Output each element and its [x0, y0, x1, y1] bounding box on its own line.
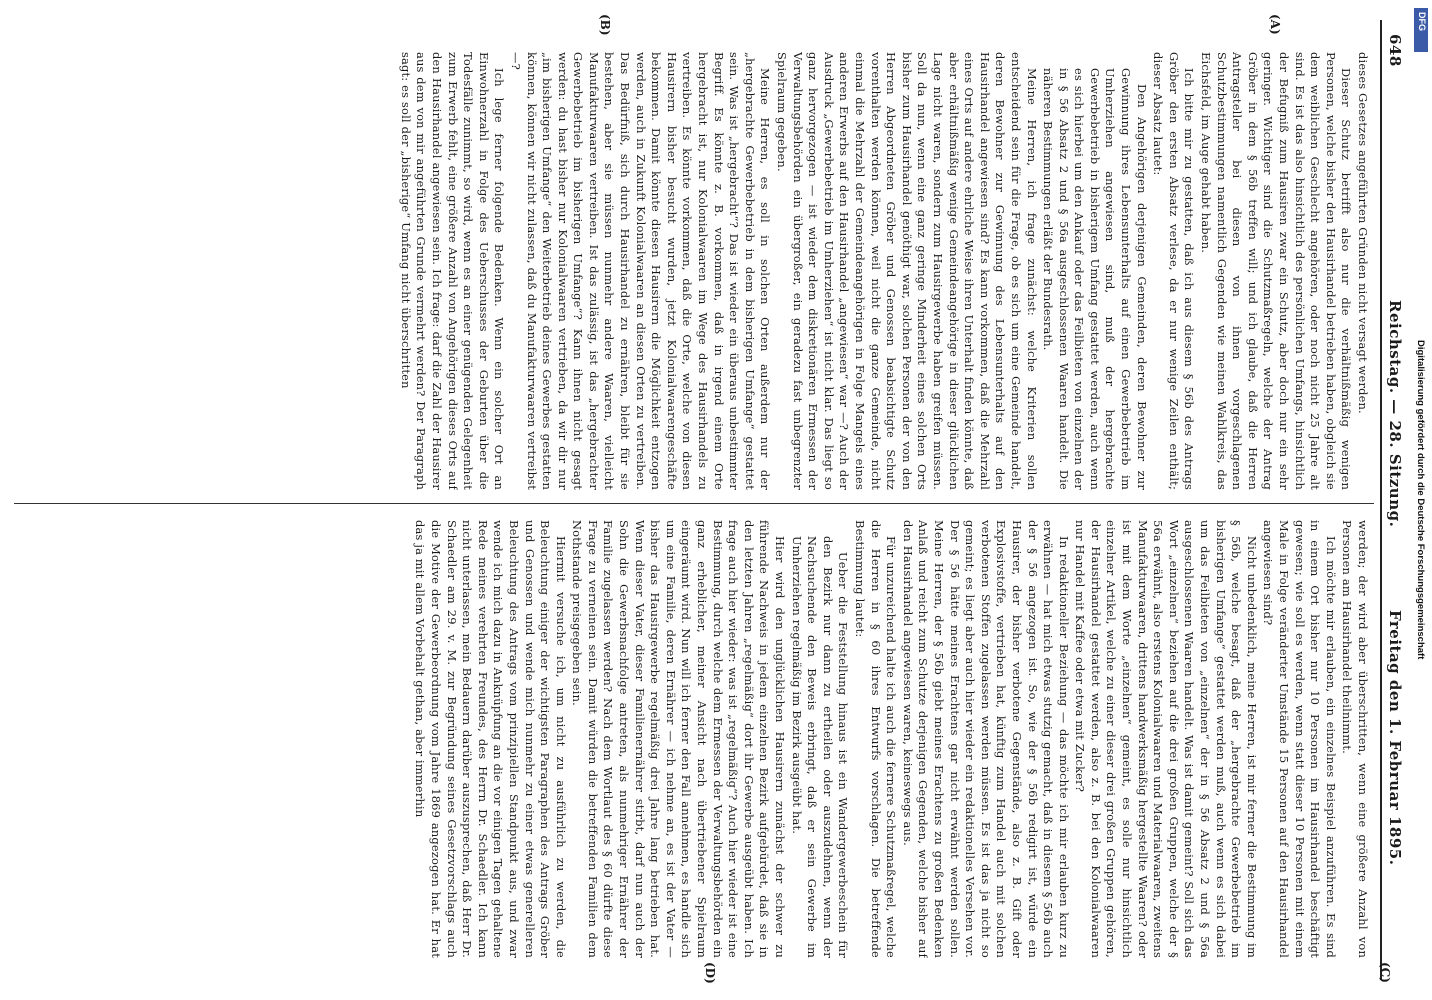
quoted-paragraph: Ueber die Feststellung hinaus ist ein Wandergewerbeschein für den Bezirk nur dann zu ertheilen oder auszudehnen, wenn der Nachsuchende den Beweis erbringt, daß er sein Gewerbe im Umherziehen regelmäßig im Bezirk ausgeübt hat. [789, 536, 851, 958]
left-column [20, 52, 1370, 490]
margin-mark-c: (C) [1378, 962, 1392, 983]
margin-mark-d: (D) [703, 962, 717, 984]
right-column [20, 520, 1370, 958]
paragraph: Nicht unbedenklich, meine Herren, ist mir ferner die Bestimmung im § 56b, welche besagt, daß der „hergebrachte Gewerbebetrieb im bisherigen Umfange“ gestattet werden muß, auch wenn es sich dabei um das Feilbieten von „einzelnen“ der in § 56 Absatz 2 und § 56a ausgeschlossenen Waaren handelt. Was ist damit gemeint? Soll sich das Wort „einzelnen“ beziehen auf die drei großen Gruppen, welche der § 56a erwähnt, also erstens Kolonialwaaren und Materialwaaren, zweitens Manufakturwaaren, drittens handwerksmäßig hergestellte Waaren? oder ist mit dem Worte „einzelnen“ gemeint, es solle nur hinsichtlich einzelner Artikel, welche zu einer dieser drei großen Gruppen gehören, der Hausirhandel gestattet werden, also z. B. bei den Kolonialwaaren nur Handel mit Kaffee oder etwa mit Zucker? [1073, 520, 1259, 958]
paragraph: Für unzureichend halte ich auch die fernere Schutzmaßregel, welche die Herren in § 60 ihres Entwurfs vorschlagen. Die betreffende Bestimmung lautet: [853, 520, 899, 958]
paragraph: Ich lege ferner folgende Bedenken. Wenn ein solcher Ort an Einwohnerzahl in Folge des Ueberschusses der Geburten über die Todesfälle zunimmt, so wird, wenn es an einer genügenden Gelegenheit zum Erwerb fehlt, eine größere Anzahl von Angehörigen dieses Orts auf den Hausirhandel angewiesen sein. Ich frage: darf die Zahl der Hausirer aus dem von mir angeführten Grunde vermehrt werden? Der Paragraph sagt: es soll der „bisherige“ Umfang nicht überschritten [398, 52, 507, 490]
dfg-logo-text: DFG [1417, 12, 1427, 31]
paragraph: Ich bitte mir zu gestatten, daß ich aus diesem § 56b des Antrags Gröber den ersten Absatz verlese, da er nur wenige Zeilen enthält; dieser Absatz lautet: [1151, 52, 1197, 490]
paragraph: Dieser Schutz betrifft also nur die verhältnißmäßig wenigen Personen, welche bisher den Hausirhandel betrieben haben, obgleich sie dem weiblichen Geschlecht angehören, oder noch nicht 25 Jahre alt sind. Es ist das also hinsichtlich des persönlichen Umfangs, hinsichtlich der Befugniß zum Hausiren zwar ein Schutz, aber doch nur ein sehr geringer. Wichtiger sind die Schutzmaßregeln, welche der Antrag Gröber in dem § 56b treffen will; und ich glaube, daß die Herren Antragsteller bei diesen von ihnen vorgeschlagenen Schutzbestimmungen namentlich Gegenden wie meinen Wahlkreis, das Eichsfeld, im Auge gehabt haben. [1199, 52, 1354, 490]
paragraph: dieses Gesetzes angeführten Gründen nicht versagt werden. [1356, 52, 1370, 414]
session-title: Reichstag. — 28. Sitzung. [1386, 300, 1404, 528]
date-title: Freitag den 1. Februar 1895. [1386, 610, 1404, 866]
digitization-stamp [1414, 340, 1426, 1000]
header-rule [1380, 20, 1382, 980]
paragraph: Ich möchte mir erlauben, ein einzelnes Beispiel anzuführen. Es sind in einem Ort bisher nur 10 Personen im Hausirhandel beschäftigt gewesen; wie soll es werden, wenn statt dieser 10 Personen mit einem Male in Folge veränderter Umstände 15 Personen auf den Hausirhandel angewiesen sind? [1261, 520, 1338, 958]
paragraph: Meine Herren, ich frage zunächst: welche Kriterien sollen entscheidend sein für die Frage, ob es sich um eine Gemeinde handelt, deren Bewohner zur Gewinnung des Lebensunterhalts auf den Hausirhandel angewiesen sind? Es kann vorkommen, daß die Mehrzahl eines Orts auf andere ehrliche Weise ihren Unterhalt finden könnte, daß aber erhältnißmäßig wenige Gemeindeangehörige in dieser glücklichen Lage nicht waren, sondern zum Hausirgewerbe haben greifen müssen. Soll da nun, wenn eine ganz geringe Minderheit eines solchen Orts bisher zum Hausirhandel genöthigt war, solchen Personen der von den Herren Abgeordneten Gröber und Genossen beabsichtigte Schutz vorenthalten werden können, weil nicht die ganze Gemeinde, nicht einmal die Mehrzahl der Gemeindeangehörigen in Folge Mangels eines anderen Erwerbs auf den Hausirhandel „angewiesen“ war —? Auch der Ausdruck „Gewerbebetrieb im Umherziehen“ ist nicht klar. Das liegt so ganz hervorgezogen — ist wieder dem diskretionären Ermessen der Verwaltungsbehörden ein übergroßer, ein geradezu fast unbegrenzter Spielraum gegeben. [775, 52, 1039, 490]
dfg-logo [1414, 8, 1428, 52]
quoted-paragraph: Den Angehörigen derjenigen Gemeinden, deren Bewohner zur Gewinnung ihres Lebensunterhalts auf einen Gewerbebetrieb im Umherziehen angewiesen sind, muß der hergebrachte Gewerbebetrieb in bisherigem Umfang gestattet werden, auch wenn es sich hierbei um den Ankauf oder das Feilbieten von einzelnen der in § 56 Absatz 2 und § 56a ausgeschlossenen Waaren handelt. Die näheren Bestimmungen erläßt der Bundesrath. [1041, 68, 1149, 490]
column-divider [14, 503, 1374, 504]
paragraph: werden; der wird aber überschritten, wenn eine größere Anzahl von Personen am Hausirhandel theilnimmt. [1340, 520, 1370, 958]
page-number: 648 [1386, 34, 1404, 67]
margin-mark-b: (B) [598, 14, 612, 36]
paragraph: In redaktioneller Beziehung — das möchte ich mir erlauben kurz zu erwähnen — hat mich etwas stutzig gemacht, daß in diesem § 56b auch der § 56 angezogen ist. So, wie der § 56b redigirt ist, würde ein Hausirer, der bisher verbotene Gegenstände, also z. B. Gift oder Explosivstoffe, vertrieben hat, künftig zum Handel auch mit solchen verbotenen Stoffen zugelassen werden müssen. Es ist das ja nicht so gemeint; es liegt aber auch hier wieder ein redaktionelles Versehen vor. Der § 56 hätte meines Erachtens gar nicht erwähnt werden sollen. Meine Herren, der § 56b giebt meines Erachtens zu großen Bedenken Anlaß und reicht zum Schutze derjenigen Gegenden, welche bisher auf den Hausirhandel angewiesen waren, keineswegs aus. [900, 520, 1071, 958]
page-header [1378, 0, 1418, 1000]
digitization-stamp-text: Digitalisierung gefördert durch die Deutsche Forschungsgemeinschaft [1415, 340, 1426, 660]
paragraph: Hier wird den unglücklichen Hausirern zunächst der schwer zu führende Nachweis in jedem einzelnen Bezirk aufgebürdet, daß sie in den letzten Jahren „regelmäßig“ dort ihr Gewerbe ausgeübt haben. Ich frage auch hier wieder: was ist „regelmäßig“? Auch hier wieder ist eine Bestimmung, durch welche dem Ermessen der Verwaltungsbehörden ein ganz erheblicher, meiner Ansicht nach übertriebener Spielraum eingeräumt wird. Nun will ich ferner den Fall annehmen, es handle sich um eine Familie, deren Ernährer — ich nehme an, es ist der Vater — bisher das Hausirgewerbe regelmäßig drei Jahre lang betrieben hat. Wenn dieser Vater, dieser Familienernährer stirbt, darf nun auch der Sohn die Gewerbsnachfolge antreten, als nunmehriger Ernährer der Familie zugelassen werden? Nach dem Wortlaut des § 60 dürfte diese Frage zu verneinen sein. Damit würden die betreffenden Familien dem Nothstande preisgegeben sein. [570, 520, 788, 958]
paragraph: Meine Herren, es soll in solchen Orten außerdem nur der „hergebrachte Gewerbebetrieb in dem bisherigen Umfange“ gestattet sein. Was ist „hergebracht“? Das ist wieder ein überaus unbestimmter Begriff. Es könnte z. B. vorkommen, daß in irgend einem Orte hergebracht ist, nur Kolonialwaaren im Wege des Hausirhandels zu vertreiben. Es könnte vorkommen, daß die Orte, welche von diesen Hausirern bisher besucht wurden, jetzt Kolonialwaarengeschäfte bekommen. Damit könnte diesen Hausirern die Möglichkeit entzogen werden, auch in Zukunft Kolonialwaaren an diesen Orten zu vertreiben. Das Bedürfniß, sich durch Hausirhandel zu ernähren, bleibt für sie bestehen, aber sie müssen nunmehr andere Waaren, vielleicht Manufakturwaaren vertreiben. Ist das zulässig, ist das „hergebrachter Gewerbebetrieb im bisherigen Umfange“? Kann ihnen nicht gesagt werden: du hast bisher nur Kolonialwaaren vertrieben, da wir dir nur „im bisherigen Umfange“ den Weiterbetrieb deines Gewerbes gestatten können, können wir nicht zulassen, daß du Manufakturwaaren vertreibst —? [508, 52, 773, 490]
paragraph: Hiermit versuche ich, um nicht zu ausführlich zu werden, die Beleuchtung einiger der wichtigsten Paragraphen des Antrags Gröber und Genossen und wende mich nunmehr zu einer etwas generelleren Beleuchtung des Antrags vom prinzipiellen Standpunkt aus, und zwar wende ich mich dazu in Anknüpfung an die vor einigen Tagen gehaltene Rede meines verehrten Freundes, des Herrn Dr. Schaedler. Ich kann nicht unterlassen, mein Bedauern darüber auszusprechen, daß Herr Dr. Schaedler am 29. v. M. zur Begründung seines Gesetzvorschlags auch die Motive der Gewerbeordnung vom Jahre 1869 angezogen hat. Er hat das ja mit allem Vorbehalt gethan, aber immerhin [413, 520, 568, 958]
margin-mark-a: (A) [1268, 14, 1282, 35]
